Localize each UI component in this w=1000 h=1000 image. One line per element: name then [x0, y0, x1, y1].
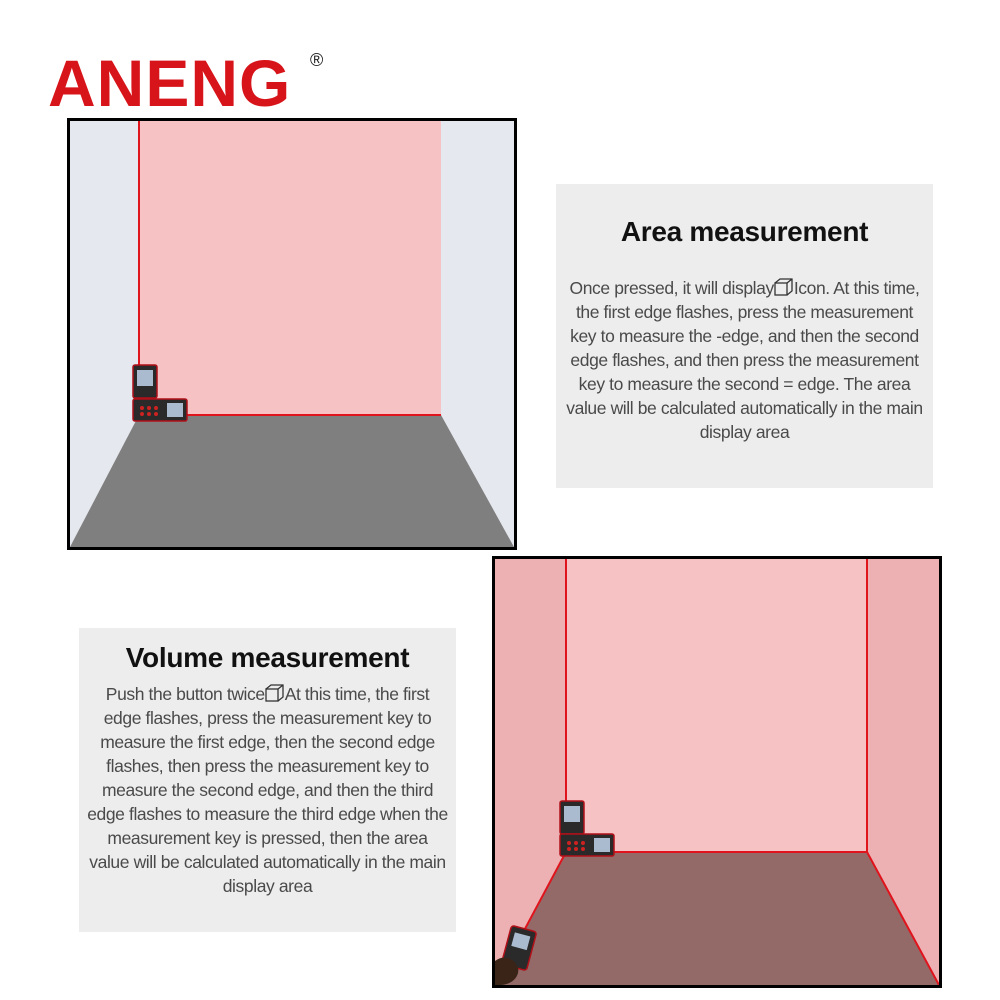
area-measurement-description	[564, 276, 925, 444]
area-measurement-illustration	[67, 118, 517, 550]
brand-name: ANENG	[48, 46, 292, 120]
area-text-after-icon: Icon. At this time, the first edge flashes, press the measurement key to measure the -edge, and then the second edge flashes, and then press the measurement key to measure the second = edge. The area value will be calculated automatically in the main display area	[566, 278, 923, 442]
area-text-before-icon: Once pressed, it will display	[569, 278, 774, 298]
volume-text-after-icon: At this time, the first edge flashes, press the measurement key to measure the first edge, then the second edge flashes, then press the measurement key to measure the second edge, and then the third edge flashes to measure the third edge when the measurement key is pressed, then the area value will be calculated automatically in the main display area	[87, 684, 448, 896]
volume-measurement-card	[79, 628, 456, 932]
brand-logo	[48, 46, 324, 120]
cube-icon	[265, 684, 285, 702]
volume-text-before-icon: Push the button twice	[105, 684, 265, 704]
volume-measurement-description	[87, 682, 448, 898]
cube-icon	[774, 278, 794, 296]
volume-measurement-illustration	[492, 556, 942, 988]
registered-mark: ®	[310, 50, 324, 70]
area-measurement-title: Area measurement	[620, 216, 869, 247]
brand-logo-text	[48, 48, 291, 118]
volume-measurement-title: Volume measurement	[125, 642, 410, 673]
area-measurement-card	[556, 184, 933, 488]
